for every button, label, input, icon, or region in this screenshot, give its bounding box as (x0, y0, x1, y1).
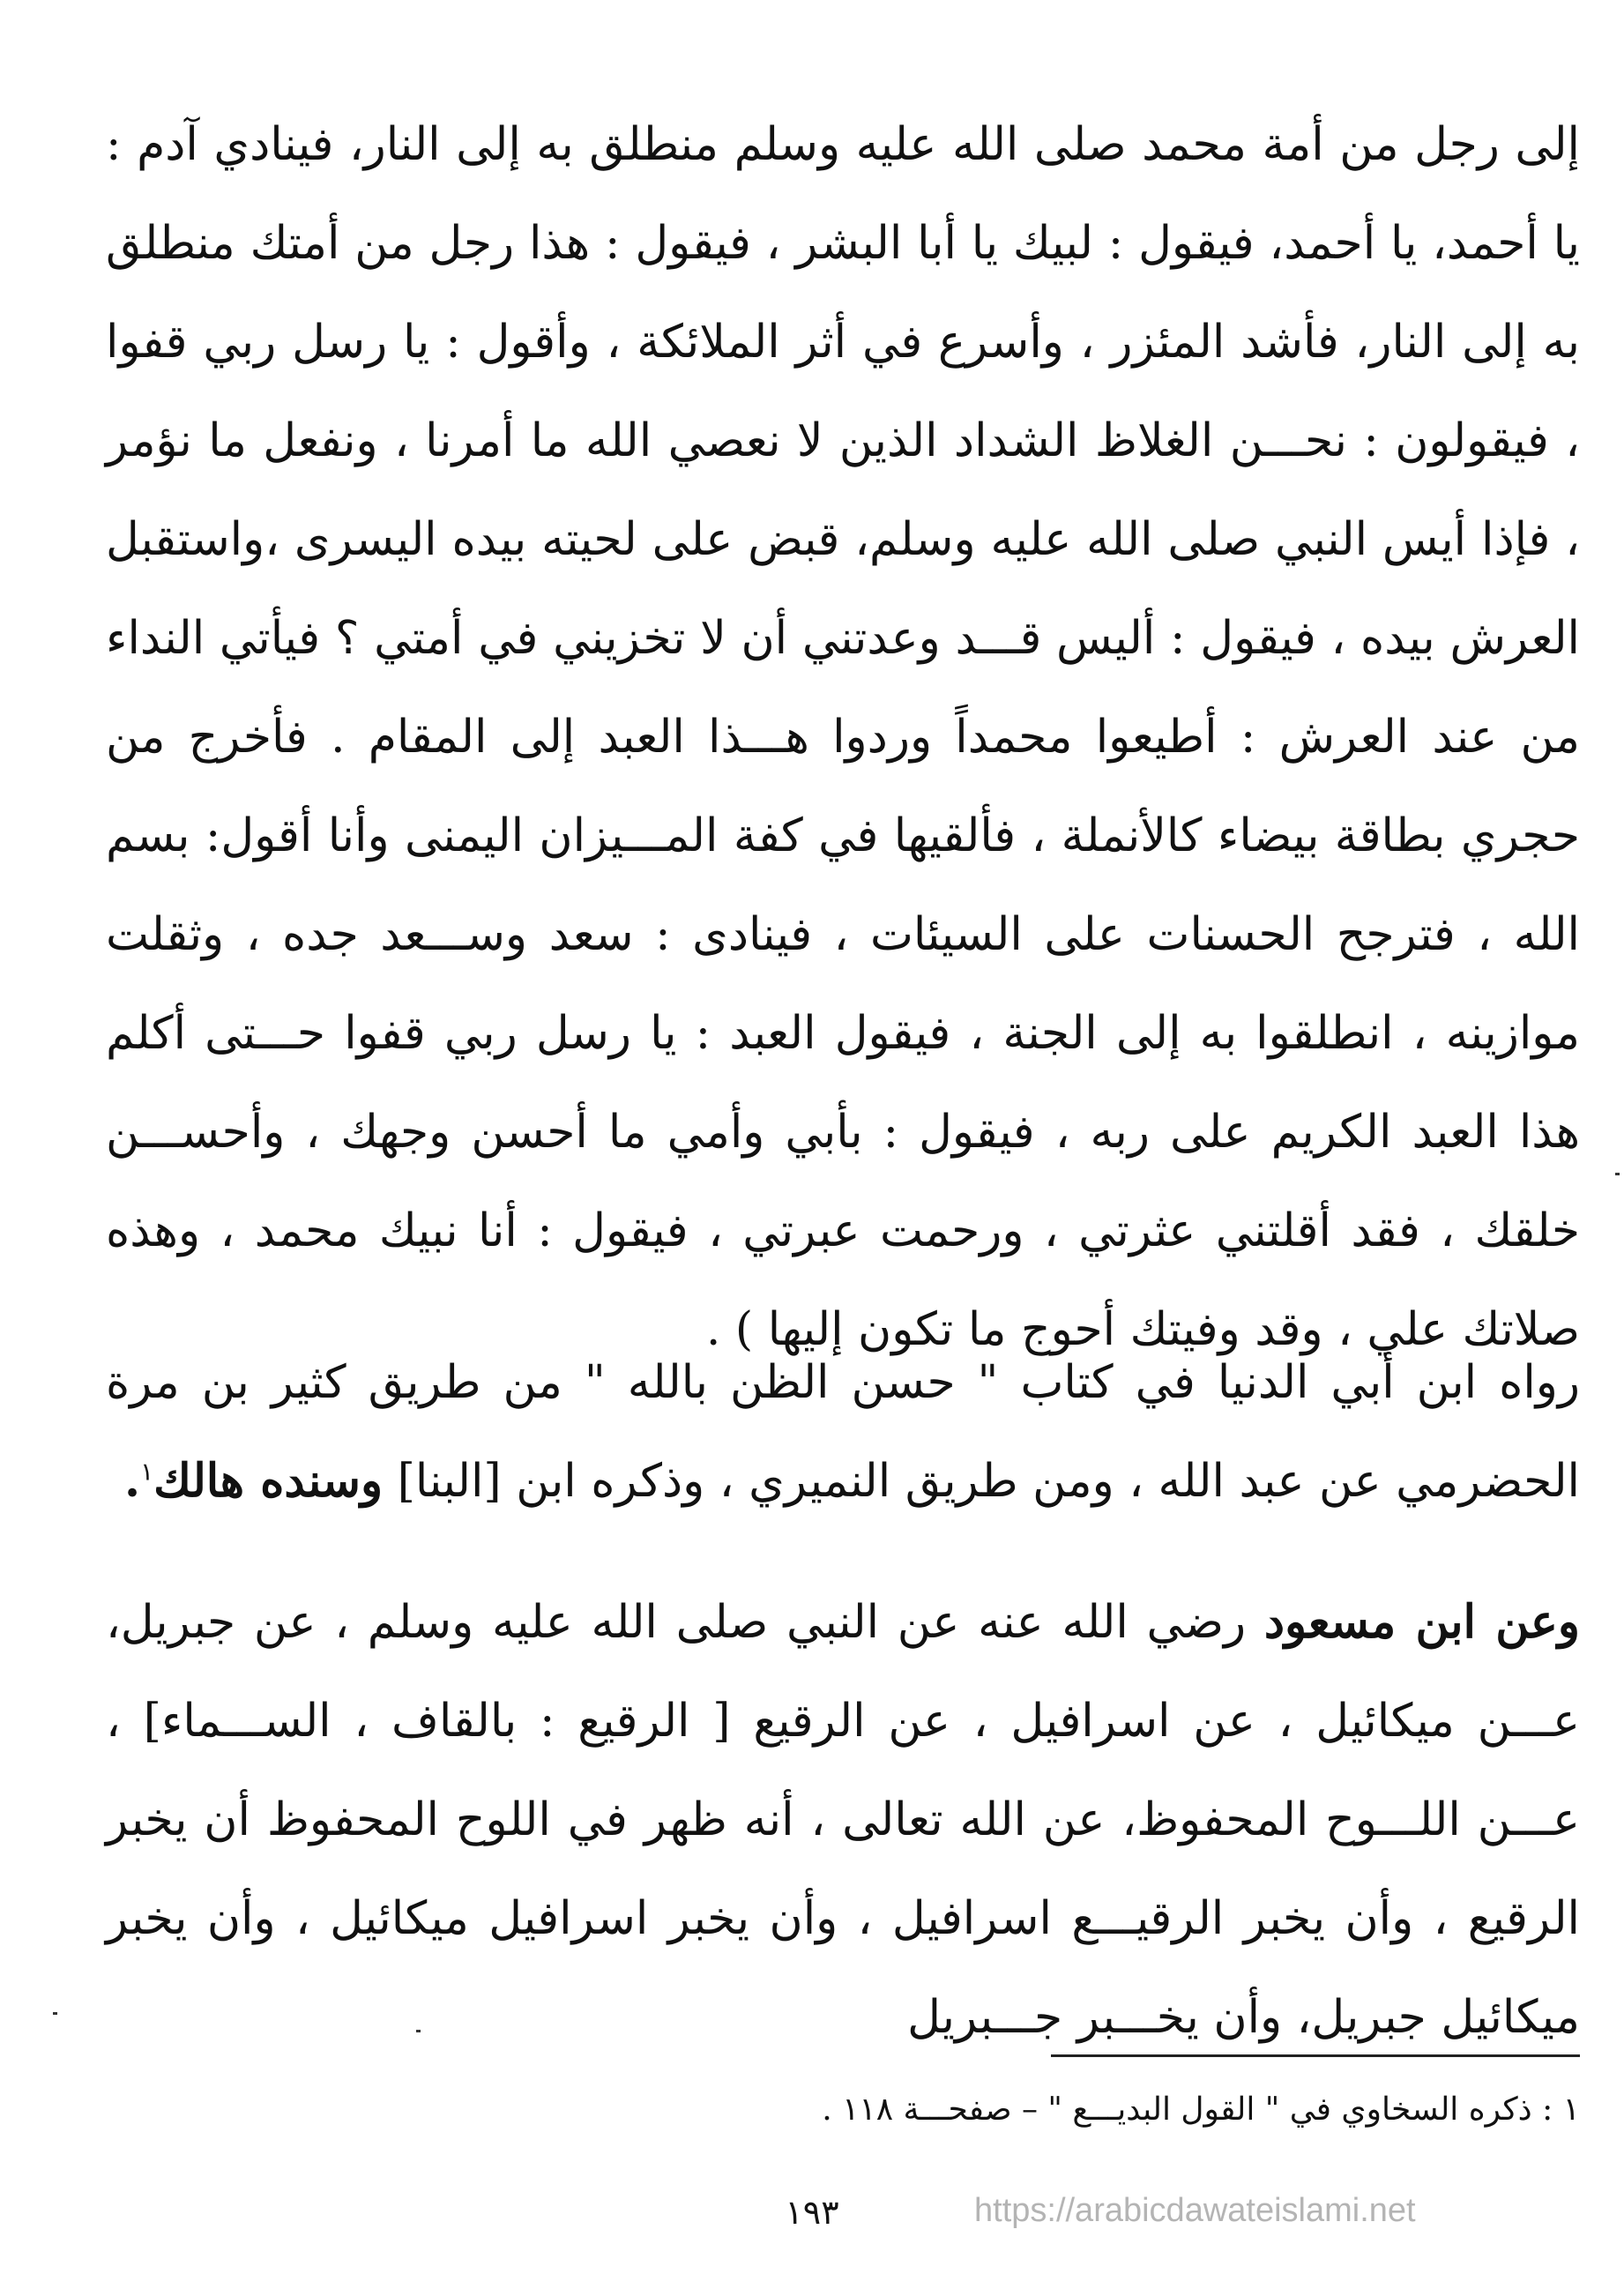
chain-verdict: وسنده هالك (153, 1454, 384, 1508)
footnote-separator (1051, 2054, 1580, 2057)
paragraph-2-end: . (123, 1454, 141, 1508)
paragraph-3-lead: وعن ابن مسعود (1263, 1595, 1581, 1649)
paragraph-3-text: رضي الله عنه عن النبي صلى الله عليه وسلم ، عن جبريل، عـــن ميكائيل ، عن اسرافيل ، عن الرقيع [ الرقيع : بالقاف ، الســـماء] ، عـــن اللـــوح المحفوظ، عن الله تعالى ، أنه ظهر في اللوح المحفوظ أن يخبر الرقيع ، وأن يخبر الرقيـــع اسرافيل ، وأن يخبر اسرافيل ميكائيل ، وأن يخبر ميكائيل جبريل، وأن يخـــبر جـــبريل (106, 1596, 1580, 2044)
body-paragraph-2 (106, 1333, 1580, 1531)
paragraph-2-text: رواه ابن أبي الدنيا في كتاب " حسن الظن بالله " من طريق كثير بن مرة الحضرمي عن عبد الله ، ومن طريق النميري ، وذكره ابن [البنا] (106, 1356, 1580, 1508)
body-paragraph-3 (106, 1573, 1580, 2067)
scan-speck (53, 2012, 57, 2015)
scan-speck (1615, 1173, 1620, 1175)
page-number: ١٩٣ (785, 2193, 839, 2232)
footnote: ١ : ذكره السخاوي في " القول البديـــع " – صفحـــة ١١٨ . (822, 2091, 1580, 2128)
watermark: https://arabicdawateislami.net (974, 2192, 1416, 2229)
footnote-marker[interactable]: ١ (140, 1457, 154, 1487)
scan-speck (416, 2030, 421, 2032)
body-paragraph-1: إلى رجل من أمة محمد صلى الله عليه وسلم منطلق به إلى النار، فينادي آدم : يا أحمد، يا أحمد، فيقول : لبيك يا أبا البشر ، فيقول : هذا رجل من أمتك منطلق به إلى النار، فأشد المئزر ، وأسرع في أثر الملائكة ، وأقول : يا رسل ربي قفوا ، فيقولون : نحـــن الغلاظ الشداد الذين لا نعصي الله ما أمرنا ، ونفعل ما نؤمر ، فإذا أيس النبي صلى الله عليه وسلم، قبض على لحيته بيده اليسرى ،واستقبل العرش بيده ، فيقول : أليس قـــد وعدتني أن لا تخزيني في أمتي ؟ فيأتي النداء من عند العرش : أطيعوا محمداً وردوا هـــذا العبد إلى المقام . فأخرج من حجري بطاقة بيضاء كالأنملة ، فألقيها في كفة المـــيزان اليمنى وأنا أقول: بسم الله ، فترجح الحسنات على السيئات ، فينادى : سعد وســـعد جده ، وثقلت موازينه ، انطلقوا به إلى الجنة ، فيقول العبد : يا رسل ربي قفوا حـــتى أكلم هذا العبد الكريم على ربه ، فيقول : بأبي وأمي ما أحسن وجهك ، وأحســـن خلقك ، فقد أقلتني عثرتي ، ورحمت عبرتي ، فيقول : أنا نبيك محمد ، وهذه صلاتك علي ، وقد وفيتك أحوج ما تكون إليها ) . (106, 118, 1581, 1356)
